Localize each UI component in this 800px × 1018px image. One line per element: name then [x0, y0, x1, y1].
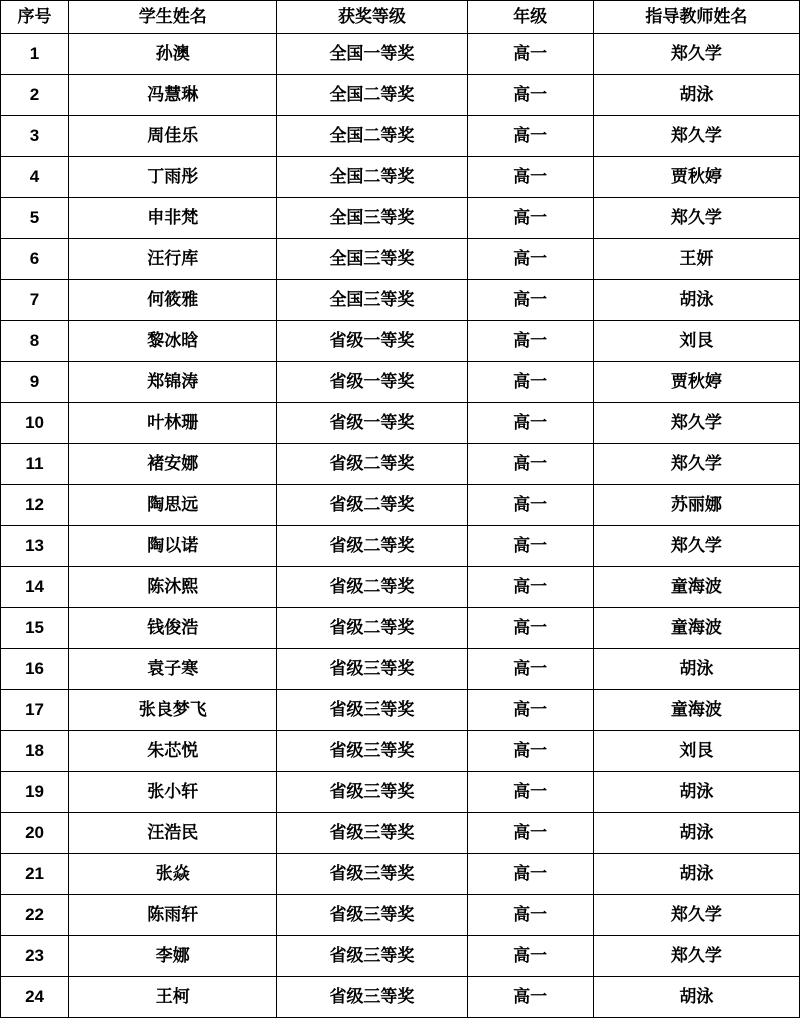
table-row [1, 977, 800, 1018]
cell-student-name: 陶以诺 [69, 526, 277, 567]
cell-teacher-name: 胡泳 [593, 813, 799, 854]
table-row [1, 936, 800, 977]
cell-index: 18 [1, 731, 69, 772]
column-header-index: 序号 [1, 1, 69, 34]
cell-award-level: 全国三等奖 [277, 198, 467, 239]
table-row [1, 608, 800, 649]
cell-student-name: 钱俊浩 [69, 608, 277, 649]
table-row [1, 854, 800, 895]
cell-student-name: 郑锦涛 [69, 362, 277, 403]
table-row [1, 362, 800, 403]
table-row [1, 485, 800, 526]
cell-award-level: 全国二等奖 [277, 75, 467, 116]
cell-grade: 高一 [467, 239, 593, 280]
cell-grade: 高一 [467, 321, 593, 362]
cell-index: 7 [1, 280, 69, 321]
cell-student-name: 申非梵 [69, 198, 277, 239]
cell-teacher-name: 郑久学 [593, 34, 799, 75]
cell-student-name: 叶林珊 [69, 403, 277, 444]
cell-grade: 高一 [467, 403, 593, 444]
cell-grade: 高一 [467, 34, 593, 75]
cell-student-name: 孙澳 [69, 34, 277, 75]
cell-teacher-name: 胡泳 [593, 854, 799, 895]
cell-teacher-name: 王妍 [593, 239, 799, 280]
cell-award-level: 省级二等奖 [277, 444, 467, 485]
cell-student-name: 陶思远 [69, 485, 277, 526]
cell-teacher-name: 胡泳 [593, 280, 799, 321]
table-row [1, 649, 800, 690]
cell-index: 19 [1, 772, 69, 813]
cell-award-level: 省级三等奖 [277, 813, 467, 854]
cell-student-name: 朱芯悦 [69, 731, 277, 772]
table-header-row [1, 1, 800, 34]
cell-grade: 高一 [467, 526, 593, 567]
cell-teacher-name: 胡泳 [593, 772, 799, 813]
cell-award-level: 省级三等奖 [277, 772, 467, 813]
cell-award-level: 省级二等奖 [277, 608, 467, 649]
cell-grade: 高一 [467, 362, 593, 403]
table-row [1, 75, 800, 116]
cell-award-level: 省级二等奖 [277, 485, 467, 526]
cell-index: 23 [1, 936, 69, 977]
cell-teacher-name: 贾秋婷 [593, 362, 799, 403]
cell-index: 8 [1, 321, 69, 362]
cell-grade: 高一 [467, 157, 593, 198]
cell-teacher-name: 郑久学 [593, 526, 799, 567]
cell-award-level: 全国二等奖 [277, 116, 467, 157]
cell-index: 5 [1, 198, 69, 239]
table-row [1, 280, 800, 321]
cell-teacher-name: 胡泳 [593, 75, 799, 116]
cell-award-level: 省级三等奖 [277, 936, 467, 977]
cell-index: 14 [1, 567, 69, 608]
cell-grade: 高一 [467, 854, 593, 895]
cell-teacher-name: 郑久学 [593, 198, 799, 239]
cell-award-level: 省级三等奖 [277, 649, 467, 690]
cell-grade: 高一 [467, 895, 593, 936]
cell-index: 6 [1, 239, 69, 280]
cell-award-level: 全国三等奖 [277, 239, 467, 280]
cell-index: 10 [1, 403, 69, 444]
cell-index: 13 [1, 526, 69, 567]
table-row [1, 813, 800, 854]
table-row [1, 731, 800, 772]
cell-award-level: 省级一等奖 [277, 321, 467, 362]
cell-student-name: 褚安娜 [69, 444, 277, 485]
cell-grade: 高一 [467, 116, 593, 157]
cell-teacher-name: 童海波 [593, 567, 799, 608]
cell-student-name: 汪浩民 [69, 813, 277, 854]
cell-grade: 高一 [467, 649, 593, 690]
cell-index: 3 [1, 116, 69, 157]
cell-index: 4 [1, 157, 69, 198]
cell-teacher-name: 贾秋婷 [593, 157, 799, 198]
cell-award-level: 省级二等奖 [277, 526, 467, 567]
cell-grade: 高一 [467, 444, 593, 485]
cell-teacher-name: 刘艮 [593, 321, 799, 362]
cell-index: 12 [1, 485, 69, 526]
cell-award-level: 全国三等奖 [277, 280, 467, 321]
cell-student-name: 张良梦飞 [69, 690, 277, 731]
table-row [1, 239, 800, 280]
cell-student-name: 王柯 [69, 977, 277, 1018]
cell-index: 17 [1, 690, 69, 731]
cell-grade: 高一 [467, 731, 593, 772]
cell-index: 9 [1, 362, 69, 403]
table-row [1, 157, 800, 198]
table-body [1, 34, 800, 1018]
cell-award-level: 省级三等奖 [277, 895, 467, 936]
table-row [1, 526, 800, 567]
cell-teacher-name: 童海波 [593, 690, 799, 731]
cell-student-name: 何筱雅 [69, 280, 277, 321]
cell-student-name: 丁雨彤 [69, 157, 277, 198]
table-row [1, 403, 800, 444]
cell-teacher-name: 郑久学 [593, 895, 799, 936]
cell-teacher-name: 胡泳 [593, 977, 799, 1018]
cell-award-level: 省级三等奖 [277, 731, 467, 772]
cell-index: 1 [1, 34, 69, 75]
cell-student-name: 黎冰晗 [69, 321, 277, 362]
cell-grade: 高一 [467, 936, 593, 977]
cell-award-level: 省级二等奖 [277, 567, 467, 608]
cell-student-name: 张焱 [69, 854, 277, 895]
cell-teacher-name: 胡泳 [593, 649, 799, 690]
column-header-teacher: 指导教师姓名 [593, 1, 799, 34]
cell-student-name: 陈沐熙 [69, 567, 277, 608]
cell-student-name: 张小轩 [69, 772, 277, 813]
cell-grade: 高一 [467, 608, 593, 649]
cell-index: 15 [1, 608, 69, 649]
table-row [1, 444, 800, 485]
cell-index: 20 [1, 813, 69, 854]
table-row [1, 321, 800, 362]
cell-grade: 高一 [467, 485, 593, 526]
table-row [1, 772, 800, 813]
cell-teacher-name: 郑久学 [593, 116, 799, 157]
cell-index: 16 [1, 649, 69, 690]
cell-teacher-name: 刘艮 [593, 731, 799, 772]
cell-student-name: 汪行库 [69, 239, 277, 280]
table-row [1, 895, 800, 936]
cell-grade: 高一 [467, 690, 593, 731]
cell-grade: 高一 [467, 772, 593, 813]
cell-student-name: 陈雨轩 [69, 895, 277, 936]
column-header-name: 学生姓名 [69, 1, 277, 34]
table-row [1, 116, 800, 157]
cell-index: 24 [1, 977, 69, 1018]
cell-teacher-name: 郑久学 [593, 936, 799, 977]
cell-grade: 高一 [467, 977, 593, 1018]
cell-grade: 高一 [467, 280, 593, 321]
cell-grade: 高一 [467, 198, 593, 239]
cell-award-level: 省级一等奖 [277, 403, 467, 444]
cell-grade: 高一 [467, 813, 593, 854]
cell-award-level: 全国一等奖 [277, 34, 467, 75]
cell-student-name: 冯慧琳 [69, 75, 277, 116]
cell-teacher-name: 郑久学 [593, 403, 799, 444]
cell-teacher-name: 郑久学 [593, 444, 799, 485]
cell-index: 11 [1, 444, 69, 485]
cell-student-name: 周佳乐 [69, 116, 277, 157]
cell-index: 22 [1, 895, 69, 936]
cell-grade: 高一 [467, 75, 593, 116]
cell-student-name: 李娜 [69, 936, 277, 977]
column-header-award: 获奖等级 [277, 1, 467, 34]
cell-award-level: 省级三等奖 [277, 977, 467, 1018]
table-row [1, 567, 800, 608]
column-header-grade: 年级 [467, 1, 593, 34]
cell-award-level: 省级三等奖 [277, 690, 467, 731]
cell-award-level: 省级一等奖 [277, 362, 467, 403]
cell-student-name: 袁子寒 [69, 649, 277, 690]
cell-index: 21 [1, 854, 69, 895]
cell-award-level: 省级三等奖 [277, 854, 467, 895]
table-row [1, 198, 800, 239]
cell-grade: 高一 [467, 567, 593, 608]
table-row [1, 690, 800, 731]
cell-index: 2 [1, 75, 69, 116]
cell-teacher-name: 苏丽娜 [593, 485, 799, 526]
table-row [1, 34, 800, 75]
cell-teacher-name: 童海波 [593, 608, 799, 649]
cell-award-level: 全国二等奖 [277, 157, 467, 198]
